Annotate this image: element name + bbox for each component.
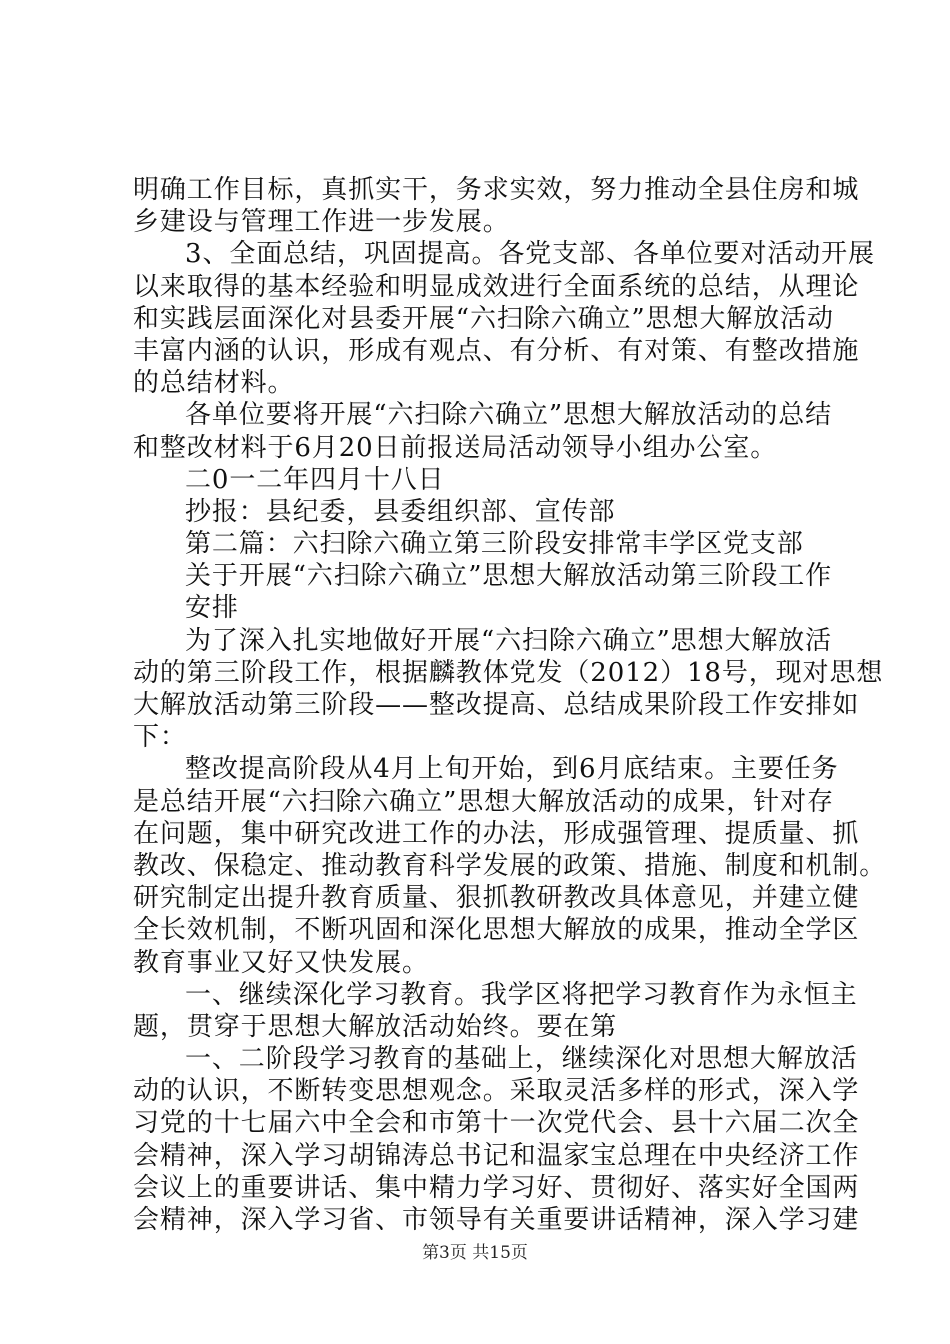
text-line: 研究制定出提升教育质量、狠抓教研教改具体意见，并建立健 bbox=[133, 883, 860, 914]
text-line: 动的认识，不断转变思想观念。采取灵活多样的形式，深入学 bbox=[133, 1076, 860, 1107]
text-line: 各单位要将开展“六扫除六确立”思想大解放活动的总结 bbox=[185, 400, 833, 431]
text-line: 全长效机制，不断巩固和深化思想大解放的成果，推动全学区 bbox=[133, 915, 860, 946]
text-line: 的总结材料。 bbox=[133, 368, 295, 399]
text-line: 教改、保稳定、推动教育科学发展的政策、措施、制度和机制。 bbox=[133, 850, 887, 881]
text-line: 乡建设与管理工作进一步发展。 bbox=[133, 207, 510, 238]
text-line: 一、二阶段学习教育的基础上，继续深化对思想大解放活 bbox=[185, 1044, 858, 1075]
page-footer: 第3页 共15页 bbox=[422, 1243, 528, 1263]
text-line: 在问题，集中研究改进工作的办法，形成强管理、提质量、抓 bbox=[133, 818, 860, 849]
document-body bbox=[133, 174, 887, 1236]
text-line: 一、继续深化学习教育。我学区将把学习教育作为永恒主 bbox=[185, 979, 858, 1010]
text-line: 会议上的重要讲话、集中精力学习好、贯彻好、落实好全国两 bbox=[133, 1172, 860, 1203]
date-line: 二0一二年四月十八日 bbox=[185, 464, 445, 495]
text-line: 习党的十七届六中全会和市第十一次党代会、县十六届二次全 bbox=[133, 1108, 860, 1139]
text-line: 丰富内涵的认识，形成有观点、有分析、有对策、有整改措施 bbox=[133, 335, 860, 366]
text-line: 和实践层面深化对县委开展“六扫除六确立”思想大解放活动 bbox=[133, 303, 834, 334]
text-line: 和整改材料于6月20日前报送局活动领导小组办公室。 bbox=[133, 432, 778, 463]
text-line: 为了深入扎实地做好开展“六扫除六确立”思想大解放活 bbox=[185, 625, 833, 656]
text-line: 会精神，深入学习省、市领导有关重要讲话精神，深入学习建 bbox=[133, 1205, 860, 1235]
text-line: 明确工作目标，真抓实干，务求实效，努力推动全县住房和城 bbox=[133, 175, 860, 205]
text-line: 教育事业又好又快发展。 bbox=[133, 947, 429, 978]
section-title: 关于开展“六扫除六确立”思想大解放活动第三阶段工作 bbox=[185, 561, 833, 592]
text-line: 是总结开展“六扫除六确立”思想大解放活动的成果，针对存 bbox=[133, 786, 834, 817]
text-line: 3、全面总结，巩固提高。各党支部、各单位要对活动开展 bbox=[185, 239, 875, 270]
section-title-cont: 安排 bbox=[185, 593, 239, 624]
text-line: 下： bbox=[133, 722, 187, 753]
text-line: 大解放活动第三阶段——整改提高、总结成果阶段工作安排如 bbox=[133, 690, 860, 720]
text-line: 题，贯穿于思想大解放活动始终。要在第 bbox=[133, 1011, 618, 1042]
text-line: 动的第三阶段工作，根据麟教体党发（2012）18号，现对思想 bbox=[133, 657, 884, 688]
section-heading: 第二篇：六扫除六确立第三阶段安排常丰学区党支部 bbox=[185, 529, 804, 560]
text-line: 以来取得的基本经验和明显成效进行全面系统的总结，从理论 bbox=[133, 271, 860, 302]
text-line: 会精神，深入学习胡锦涛总书记和温家宝总理在中央经济工作 bbox=[133, 1140, 860, 1171]
text-line: 整改提高阶段从4月上旬开始，到6月底结束。主要任务 bbox=[185, 754, 839, 785]
cc-line: 抄报：县纪委，县委组织部、宣传部 bbox=[185, 496, 616, 527]
